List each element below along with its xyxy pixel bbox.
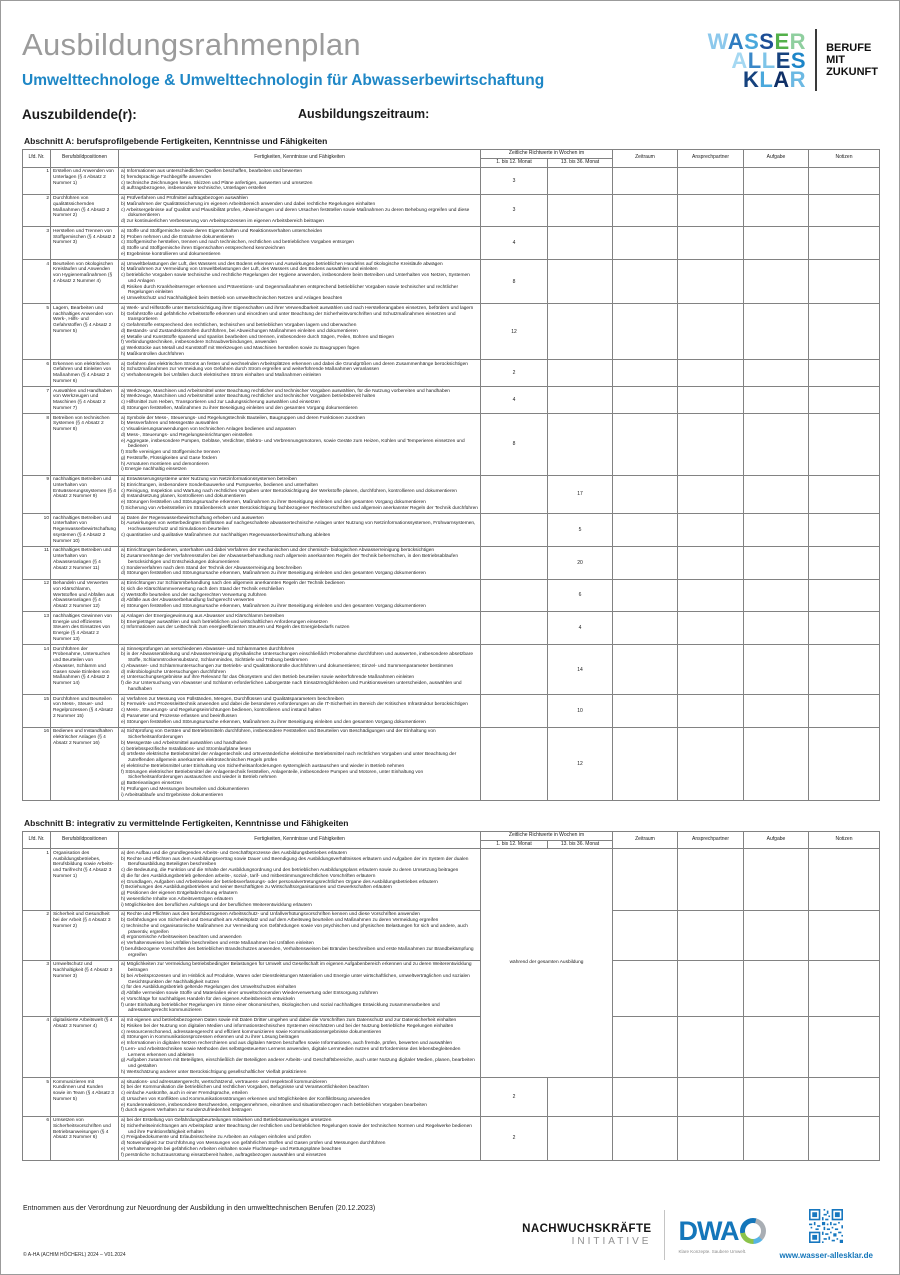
notizen-cell <box>809 1116 880 1160</box>
weeks-cell-13-36: 10 <box>548 695 613 728</box>
row-number: 3 <box>23 960 51 1016</box>
aufgabe-cell <box>744 910 809 960</box>
notizen-cell <box>809 360 880 387</box>
notizen-cell <box>809 167 880 194</box>
weeks-cell-1-12: 8 <box>481 414 548 476</box>
table-row <box>23 360 880 387</box>
weeks-cell-1-12 <box>481 612 548 645</box>
table-row <box>23 167 880 194</box>
notizen-cell <box>809 227 880 260</box>
aufgabe-cell <box>744 167 809 194</box>
weeks-cell-1-12: 8 <box>481 260 548 304</box>
skills-cell: a) Rechte und Pflichten aus den berufsbezogenen Arbeitsschutz- und Unfallverhütungsvorschriften kennen und diese Vorschriften anwenden b) Gefährdungen von Sicherheit und Gesundheit am Arbeitsplatz und auf dem Arbeitsweg beurteilen und Maßnahmen zu deren Vermeidung ergreifen c) technische und organisatorische Maßnahmen zur Vermeidung von Gefährdungen sowie von psychischen und physischen Belastungen für sich und andere, auch präventiv, ergreifen d) ergonomische Arbeitsweisen beachten und anwenden e) Verhaltensweisen bei Unfällen beschreiben und erste Maßnahmen bei Unfällen einleiten f) berufsbezogene Vorschriften des betrieblichen Brandschutzes anwenden, Verhaltensweisen bei Bränden beschreiben und erste Maßnahmen zur Brandbekämpfung ergreifen <box>119 910 481 960</box>
ansprechpartner-cell <box>678 167 744 194</box>
ansprechpartner-cell <box>678 304 744 360</box>
position-cell: Durchführen und Beurteilen von Mess-, Steuer- und Regelprozessen (§ 4 Absatz 2 Nummer 15) <box>51 695 119 728</box>
section-a-body <box>23 167 880 800</box>
weeks-cell-13-36: 4 <box>548 612 613 645</box>
skills-cell: a) Verfahren zur Messung von Füllständen, Mengen, Durchflüssen und Qualitätsparametern beschreiben b) Fernwirk- und Prozessleittechnik anwenden und dabei die besonderen Anforderungen an die IT-Sicherheit im Bereich der Kritischen Infrastruktur berücksichtigen c) Mess-, Steuerungs- und Regelungseinrichtungen bedienen, kontrollieren und instand halten d) Parameter und Prozesse erfassen und beeinflussen e) Störungen feststellen und Störungsursache erkennen, Maßnahmen zu ihrer Beseitigung einleiten und den gesamten Vorgang dokumentieren <box>119 695 481 728</box>
skills-cell: a) Prüfverfahren und Prüfmittel auftragsbezogen auswählen b) Maßnahmen der Qualitätssicherung im eigenen Arbeitsbereich anwenden und dabei rechtliche Regelungen einhalten c) Arbeitsergebnisse auf Qualität und Plausibilität prüfen, Abweichungen und deren Ursachen feststellen sowie Maßnahmen zu deren Behebung ergreifen und diese dokumentieren d) zur kontinuierlichen Verbesserung von Arbeitsprozessen im eigenen Arbeitsbereich beitragen <box>119 194 481 227</box>
weeks-cell-13-36: 12 <box>548 727 613 800</box>
notizen-cell <box>809 727 880 800</box>
ansprechpartner-cell <box>678 514 744 547</box>
zeitraum-cell <box>613 1116 678 1160</box>
weeks-cell-13-36 <box>548 387 613 414</box>
row-number: 7 <box>23 387 51 414</box>
table-row <box>23 695 880 728</box>
dwa-wordmark: DWA <box>678 1215 739 1246</box>
notizen-cell <box>809 546 880 579</box>
col-header-richtwerte: Zeitliche Richtwerte in Wochen im <box>481 150 613 159</box>
weeks-cell-13-36 <box>548 304 613 360</box>
weeks-cell-13-36 <box>548 1116 613 1160</box>
notizen-cell <box>809 1016 880 1078</box>
weeks-cell-13-36: 14 <box>548 645 613 695</box>
table-row <box>23 194 880 227</box>
position-cell: Kommunizieren mit Kundinnen und Kunden sowie im Team (§ 4 Absatz 3 Nummer 5) <box>51 1078 119 1117</box>
skills-cell: a) Werkzeuge, Maschinen und Arbeitsmittel unter Beachtung rechtlicher und technischer Vorgaben auswählen, für die Nutzung vorbereiten und handhaben b) Werkzeuge, Maschinen und Arbeitsmittel unter Beachtung rechtlicher und technischer Vorgaben betriebsbereit halten c) Hilfsmittel zum Heben, Transportieren und zur Ladungssicherung auswählen und einsetzen d) Störungen feststellen, Maßnahmen zu ihrer Beseitigung einleiten und den gesamten Vorgang dokumentieren <box>119 387 481 414</box>
form-fields-row <box>22 107 878 122</box>
aufgabe-cell <box>744 645 809 695</box>
section-a-title: Abschnitt A: berufsprofilgebende Fertigkeiten, Kenntnisse und Fähigkeiten <box>24 136 328 146</box>
skills-cell: a) Möglichkeiten zur Vermeidung betriebsbedingter Belastungen für Umwelt und Gesellschaft im eigenen Aufgabenbereich erkennen und zu deren Weiterentwicklung beitragen b) bei Arbeitsprozessen und im Hinblick auf Produkte, Waren oder Dienstleistungen Materialien und Energie unter wirtschaftlichen, umweltverträglichen und sozialen Gesichtspunkten der Nachhaltigkeit nutzen c) für den Ausbildungsbetrieb geltende Regelungen des Umweltschutzes einhalten d) Abfälle vermeiden sowie Stoffe und Materialien einer umweltschonenden Wiederverwertung oder Entsorgung zuführen e) Vorschläge für nachhaltiges Handeln für den eigenen Arbeitsbereich entwickeln f) unter Einhaltung betrieblicher Regelungen im Sinne einer ökonomischen, ökologischen und sozial nachhaltigen Entwicklung zusammenarbeiten und adressatengerecht kommunizieren <box>119 960 481 1016</box>
col-header-position: Berufsbildpositionen <box>51 831 119 849</box>
ansprechpartner-cell <box>678 579 744 612</box>
row-number: 11 <box>23 546 51 579</box>
col-header-lfd: Lfd. Nr. <box>23 831 51 849</box>
notizen-cell <box>809 414 880 476</box>
aufgabe-cell <box>744 260 809 304</box>
table-row <box>23 387 880 414</box>
row-number: 4 <box>23 260 51 304</box>
col-header-richtwerte: Zeitliche Richtwerte in Wochen im <box>481 831 613 840</box>
col-header-aufgabe: Aufgabe <box>744 831 809 849</box>
weeks-cell-1-12 <box>481 579 548 612</box>
skills-cell: a) Entwässerungssysteme unter Nutzung von Netzinformationssystemen betreiben b) Einrichtungen, insbesondere Sonderbauwerke und Pumpwerke, bedienen und unterhalten c) Reinigung, Inspektion und Wartung nach rechtlichen Vorgaben unter Berücksichtigung der Werkstoffe planen, durchführen, kontrollieren und dokumentieren d) Instandsetzung planen, kontrollieren und dokumentieren e) Störungen feststellen und Störungsursache erkennen, Maßnahmen zu ihrer Beseitigung einleiten und den gesamten Vorgang dokumentieren f) Sicherung von Arbeitsstellen im Straßenbereich unter Berücksichtigung fachbezogener Rechtsvorschriften und allgemein anerkannter Regeln der Technik durchführen <box>119 475 481 514</box>
weeks-cell-13-36: 20 <box>548 546 613 579</box>
weeks-cell-1-12: 12 <box>481 304 548 360</box>
row-number: 2 <box>23 910 51 960</box>
notizen-cell <box>809 612 880 645</box>
col-header-monat-1-12: 1. bis 12. Monat <box>481 840 548 849</box>
table-row <box>23 1116 880 1160</box>
header-titles <box>22 27 544 90</box>
ansprechpartner-cell <box>678 1016 744 1078</box>
notizen-cell <box>809 194 880 227</box>
skills-cell: a) Sichtprüfung von Geräten und Betriebsmitteln durchführen, insbesondere Feststellen und Beurteilen von Beschädigungen und der Einhaltung von Sicherheitsanforderungen b) Messgeräte und Arbeitsmittel auswählen und handhaben c) betriebsspezifische Installations- und Stromlaufpläne lesen d) ortsfeste elektrische Betriebsmittel der Anlagentechnik und ortsveränderliche elektrische Betriebsmittel nach rechtlichen Vorgaben und unter Beachtung der zutreffenden allgemein anerkannten elektrotechnischen Regeln prüfen e) elektrische Betriebsmittel unter Einhaltung von Sicherheitsanforderungen systemgleich austauschen und wieder in Betrieb nehmen f) Störungen elektrischer Betriebsmittel der Anlagentechnik feststellen, Anlagenteile, insbesondere Pumpen und Motoren, unter Einhaltung von Sicherheitsanforderungen austauschen und wieder in Betrieb nehmen g) Batterieanlagen einsetzen h) Prüfungen und Messungen beurteilen und dokumentieren i) Arbeitsabläufe und Ergebnisse dokumentieren <box>119 727 481 800</box>
table-row <box>23 645 880 695</box>
aufgabe-cell <box>744 695 809 728</box>
notizen-cell <box>809 260 880 304</box>
row-number: 6 <box>23 360 51 387</box>
page-subtitle: Umwelttechnologe & Umwelttechnologin für Abwasserbewirtschaftung <box>22 72 545 89</box>
zeitraum-cell <box>613 1016 678 1078</box>
row-number: 1 <box>23 849 51 911</box>
table-row <box>23 414 880 476</box>
row-number: 6 <box>23 1116 51 1160</box>
aufgabe-cell <box>744 475 809 514</box>
table-row <box>23 612 880 645</box>
qr-code-icon <box>809 1209 843 1243</box>
ansprechpartner-cell <box>678 645 744 695</box>
notizen-cell <box>809 579 880 612</box>
position-cell: Umsetzen von Sicherheitsvorschriften und Betriebsanweisungen (§ 4 Absatz 3 Nummer 6) <box>51 1116 119 1160</box>
position-cell: Auswählen und Handhaben von Werkzeugen und Maschinen (§ 4 Absatz 2 Nummer 7) <box>51 387 119 414</box>
col-header-monat-1-12: 1. bis 12. Monat <box>481 158 548 167</box>
row-number: 5 <box>23 1078 51 1117</box>
notizen-cell <box>809 475 880 514</box>
position-cell: nachhaltiges Betreiben und Unterhalten von Entwässerungssystemen (§ 4 Absatz 2 Nummer 9) <box>51 475 119 514</box>
skills-cell: a) Sinnesprüfungen an verschiedenen Abwasser- und Schlammarten durchführen b) in der Abwasserableitung und Abwasserreinigung physikalische Untersuchungen einschließlich Probenahme durchführen und auswerten, insbesondere absetzbare Stoffe, Schlammtrockensubstanz, Schlammindex, Sichttiefe und Trübung bestimmen c) Abwasser- und Schlammuntersuchungen zur Betriebs- und Qualitätskontrolle durchführen und dokumentieren; Einzel- und Summenparameter bestimmen d) mikrobiologische Untersuchungen durchführen e) Untersuchungsergebnisse auf ihre Relevanz für das Ökosystem und den Betrieb beurteilen sowie weiterführende Maßnahmen einleiten f) die zur Untersuchung von Abwasser und Schlamm erforderlichen Laborgeräte nach Einsatzmöglichkeiten und Funktionsweisen unterscheiden, auswählen und handhaben <box>119 645 481 695</box>
zeitraum-cell <box>613 546 678 579</box>
website-link[interactable]: www.wasser-allesklar.de <box>779 1251 873 1260</box>
ansprechpartner-cell <box>678 910 744 960</box>
zeitraum-cell <box>613 1078 678 1117</box>
zeitraum-cell <box>613 387 678 414</box>
table-row <box>23 579 880 612</box>
aufgabe-cell <box>744 414 809 476</box>
col-header-notizen: Notizen <box>809 150 880 168</box>
aufgabe-cell <box>744 849 809 911</box>
table-row <box>23 1078 880 1117</box>
zeitraum-cell <box>613 227 678 260</box>
aufgabe-cell <box>744 960 809 1016</box>
ansprechpartner-cell <box>678 612 744 645</box>
copyright-note: © A-HA (ACHIM HÖCHERL) 2024 – V01.2024 <box>23 1252 126 1258</box>
ansprechpartner-cell <box>678 194 744 227</box>
notizen-cell <box>809 304 880 360</box>
ansprechpartner-cell <box>678 260 744 304</box>
table-row <box>23 727 880 800</box>
nachwuchskraefte-text: NACHWUCHSKRÄFTE <box>522 1222 652 1235</box>
initiative-text: INITIATIVE <box>571 1235 652 1247</box>
wasser-alles-klar-wordmark: WASSER ALLES KLAR <box>707 28 807 92</box>
skills-cell: a) mit eigenen und betriebsbezogenen Daten sowie mit Daten Dritter umgehen und dabei die Vorschriften zum Datenschutz und zur Datensicherheit einhalten b) Risiken bei der Nutzung von digitalen Medien und informationstechnischen Systemen einschätzen und bei der Nutzung betriebliche Regelungen einhalten c) ressourcenschonend, adressatengerecht und effizient kommunizieren sowie Kommunikationsergebnisse dokumentieren d) Störungen in Kommunikationsprozessen erkennen und zu ihrer Lösung beitragen e) Informationen in digitalen Netzen recherchieren und aus digitalen Netzen beschaffen sowie Informationen, auch fremde, prüfen, bewerten und auswählen f) Lern- und Arbeitstechniken sowie Methoden des selbstgesteuerten Lernens anwenden, digitale Lernmedien nutzen und Erfordernisse des lebensbegleitenden Lernens erkennen und ableiten g) Aufgaben zusammen mit Beteiligten, einschließlich der Beteiligten anderer Arbeits- und Geschäftsbereiche, auch unter Nutzung digitaler Medien, planen, bearbeiten und gestalten h) Wertschätzung anderer unter Berücksichtigung gesellschaftlicher Vielfalt praktizieren <box>119 1016 481 1078</box>
ansprechpartner-cell <box>678 1116 744 1160</box>
col-header-skills: Fertigkeiten, Kenntnisse und Fähigkeiten <box>119 831 481 849</box>
notizen-cell <box>809 387 880 414</box>
dwa-circle-icon <box>740 1218 766 1244</box>
table-row <box>23 304 880 360</box>
notizen-cell <box>809 514 880 547</box>
weeks-cell-1-12 <box>481 645 548 695</box>
weeks-cell-13-36: 5 <box>548 514 613 547</box>
weeks-cell-13-36 <box>548 360 613 387</box>
ansprechpartner-cell <box>678 695 744 728</box>
zeitraum-cell <box>613 612 678 645</box>
berufe-mit-zukunft-tagline: BERUFE MIT ZUKUNFT <box>826 42 878 78</box>
aufgabe-cell <box>744 579 809 612</box>
skills-cell: a) Stoffe und Stoffgemische sowie deren Eigenschaften und Reaktionsverhalten unterscheiden b) Proben nehmen und die Entnahme dokumentieren c) Stoffgemische herstellen, trennen und nach technischen, rechtlichen und betrieblichen Vorgaben entsorgen d) Stoffe und Stoffgemische ihren Eigenschaften entsprechend kennzeichnen e) Ergebnisse kontrollieren und dokumentieren <box>119 227 481 260</box>
zeitraum-cell <box>613 514 678 547</box>
aufgabe-cell <box>744 227 809 260</box>
section-b-title: Abschnitt B: integrativ zu vermittelnde Fertigkeiten, Kenntnisse und Fähigkeiten <box>24 817 349 828</box>
table-row <box>23 514 880 547</box>
row-number: 10 <box>23 514 51 547</box>
zeitraum-cell <box>613 645 678 695</box>
zeitraum-cell <box>613 194 678 227</box>
zeitraum-cell <box>613 910 678 960</box>
row-number: 9 <box>23 475 51 514</box>
ansprechpartner-cell <box>678 387 744 414</box>
notizen-cell <box>809 910 880 960</box>
dwa-tagline: Klare Konzepte. Saubere Umwelt. <box>678 1248 747 1254</box>
col-header-zeitraum: Zeitraum <box>613 150 678 168</box>
weeks-cell-1-12: 4 <box>481 387 548 414</box>
aufgabe-cell <box>744 514 809 547</box>
table-header <box>23 831 880 849</box>
weeks-cell-13-36 <box>548 167 613 194</box>
notizen-cell <box>809 645 880 695</box>
logo-divider <box>815 29 817 91</box>
skills-cell: a) situations- und adressatengerecht, wertschätzend, vertrauens- und respektvoll kommunizieren b) bei der Kommunikation die betrieblichen und rechtlichen Vorgaben, Befugnisse und Verantwortlichkeiten beachten c) einfache Auskünfte, auch in einer Fremdsprache, erteilen d) Ursachen von Konflikten und Kommunikationsstörungen erkennen und Möglichkeiten der Konfliktlösung anwenden e) Kundenreaktionen, insbesondere Beschwerden, entgegennehmen, einordnen und situationsbezogen nach betrieblichen Vorgaben bearbeiten f) durch eigenes Verhalten zur Kundenzufriedenheit beitragen <box>119 1078 481 1117</box>
weeks-cell-1-12 <box>481 695 548 728</box>
position-cell: Sicherheit und Gesundheit bei der Arbeit (§ 4 Absatz 3 Nummer 2) <box>51 910 119 960</box>
weeks-cell-13-36 <box>548 194 613 227</box>
footer-divider <box>664 1210 665 1260</box>
table-header <box>23 150 880 168</box>
table-row <box>23 546 880 579</box>
skills-cell: a) Symbole der Mess-, Steuerungs- und Regelungstechnik Bauteilen, Baugruppen und deren Funktionen zuordnen b) Messverfahren und Messgeräte auswählen c) Visualisierungsanwendungen von technischen Anlagen bedienen und anpassen d) Mess-, Steuerungs- und Regelungseinrichtungen einstellen e) Aggregate, insbesondere Pumpen, Gebläse, Verdichter, Elektro- und Verbrennungsmotoren, sowie Geräte zum Heizen, Kühlen und Temperieren einsetzen und bedienen f) Stoffe vereinigen und Stoffgemische trennen g) Feststoffe, Flüssigkeiten und Gase fördern h) Armaturen montieren und demontieren i) Energie nachhaltig einsetzen <box>119 414 481 476</box>
skills-cell: a) Anlagen der Energiegewinnung aus Abwasser und Klärschlamm betreiben b) Energieträger auswählen und nach betrieblichen und wirtschaftlichen Anforderungen einsetzen c) Informationen aus der Leittechnik zum energieeffizienten Steuern und Regeln des Energiebedarfs nutzen <box>119 612 481 645</box>
row-number: 2 <box>23 194 51 227</box>
skills-cell: a) Gefahren des elektrischen Stroms an festen und wechselnden Arbeitsplätzen erkennen und dabei die Grundgrößen und deren Zusammenhänge berücksichtigen b) Schutzmaßnahmen zur Vermeidung von Gefahren durch Strom ergreifen und weiterführende Maßnahmen veranlassen c) Verhaltensregeln bei Unfällen durch elektrischen Strom einhalten und Maßnahmen einleiten <box>119 360 481 387</box>
zeitraum-cell <box>613 260 678 304</box>
table-row <box>23 910 880 960</box>
weeks-cell-1-12 <box>481 475 548 514</box>
ansprechpartner-cell <box>678 849 744 911</box>
weeks-cell-1-12 <box>481 546 548 579</box>
skills-cell: a) Einrichtungen bedienen, unterhalten und dabei Verfahren der mechanischen und der chemisch- biologischen Abwasserreinigung berücksichtigen b) Zusammenhänge der Verfahrensstufen bei der Abwasserbehandlung nach allgemein anerkannten Regeln der Technik beherrschen, in den Betriebsabläufen berücksichtigen und Entscheidungen dokumentieren c) Sonderverfahren nach dem Stand der Technik der Abwasserreinigung beschreiben d) Störungen feststellen und Störungsursache erkennen, Maßnahmen zu ihrer Beseitigung einleiten und den gesamten Vorgang dokumentieren <box>119 546 481 579</box>
aufgabe-cell <box>744 194 809 227</box>
position-cell: Beurteilen von ökologischen Kreisläufen und Anwenden von Hygienemaßnahmen (§ 4 Absatz 2 Nummer 4) <box>51 260 119 304</box>
position-cell: Organisation des Ausbildungsbetriebes, Berufsbildung sowie Arbeits- und Tarifrecht (§ 4 Absatz 3 Nummer 1) <box>51 849 119 911</box>
source-note: Entnommen aus der Verordnung zur Neuordnung der Ausbildung in den umwelttechnischen Berufen (20.12.2023) <box>23 1205 376 1212</box>
position-cell: nachhaltiges Gewinnen von Energie und effizientes Steuern des Einsatzes von Energie (§ 4 Absatz 2 Nummer 13) <box>51 612 119 645</box>
weeks-cell-13-36 <box>548 414 613 476</box>
row-number: 15 <box>23 695 51 728</box>
zeitraum-cell <box>613 960 678 1016</box>
weeks-cell-1-12 <box>481 727 548 800</box>
zeitraum-cell <box>613 360 678 387</box>
notizen-cell <box>809 695 880 728</box>
weeks-cell-13-36 <box>548 260 613 304</box>
aufgabe-cell <box>744 304 809 360</box>
duration-note-cell: während der gesamten Ausbildung <box>481 849 613 1078</box>
aufgabe-cell <box>744 1078 809 1117</box>
trainee-name-label: Auszubildende(r): <box>22 107 137 122</box>
skills-cell: a) Informationen aus unterschiedlichen Quellen beschaffen, bearbeiten und bewerten b) fremdsprachige Fachbegriffe anwenden c) technische Zeichnungen lesen, Skizzen und Pläne anfertigen, auswerten und umsetzen d) auftragsbezogene, insbesondere technische, Unterlagen erstellen <box>119 167 481 194</box>
table-row <box>23 849 880 911</box>
weeks-cell-13-36: 6 <box>548 579 613 612</box>
row-number: 4 <box>23 1016 51 1078</box>
notizen-cell <box>809 960 880 1016</box>
position-cell: Durchführen der Probenahme, Untersuchen und Beurteilen von Abwasser, Schlamm und Gasen sowie Einleiten von Maßnahmen (§ 4 Absatz 2 Nummer 14) <box>51 645 119 695</box>
position-cell: Herstellen und Trennen von Stoffgemischen (§ 4 Absatz 2 Nummer 3) <box>51 227 119 260</box>
row-number: 3 <box>23 227 51 260</box>
zeitraum-cell <box>613 414 678 476</box>
col-header-ansprechpartner: Ansprechpartner <box>678 150 744 168</box>
col-header-zeitraum: Zeitraum <box>613 831 678 849</box>
weeks-cell-1-12 <box>481 514 548 547</box>
aufgabe-cell <box>744 546 809 579</box>
zeitraum-cell <box>613 304 678 360</box>
section-b-table <box>22 831 880 1161</box>
weeks-cell-1-12: 3 <box>481 194 548 227</box>
page-title: Ausbildungsrahmenplan <box>22 27 361 62</box>
zeitraum-cell <box>613 167 678 194</box>
skills-cell: a) Werk- und Hilfsstoffe unter Berücksichtigung ihrer Eigenschaften und ihrer Verwendbarkeit auswählen und nach Herstellerangaben einsetzen, befördern und lagern b) Gefahrstoffe und gefährliche Arbeitsstoffe erkennen und einordnen und unter Beachtung der Sicherheitsvorschriften und Schutzmaßnahmen einsetzen und transportieren c) Gefahrstoffe entsprechend den rechtlichen, technischen und betrieblichen Vorgaben lagern und überwachen d) Bestands- und Zustandskontrollen durchführen, bei Abweichungen Maßnahmen einleiten und dokumentieren e) Metalle und Kunststoffe spanend und spanlos bearbeiten und trennen, insbesondere durch Sägen, Feilen, Bohren und Biegen f) Verbindungstechniken, insbesondere Schraubverbindungen, anwenden g) Werkstücke aus Metall und Kunststoff mit Werkzeugen und Maschinen herstellen sowie zu Baugruppen fügen h) Maßkontrollen durchführen <box>119 304 481 360</box>
weeks-cell-13-36: 17 <box>548 475 613 514</box>
position-cell: Betreiben von technischen Systemen (§ 4 Absatz 2 Nummer 8) <box>51 414 119 476</box>
position-cell: Lagern, Bearbeiten und nachhaltiges Anwenden von Werk-, Hilfs- und Gefahrstoffen (§ 4 Absatz 2 Nummer 5) <box>51 304 119 360</box>
wasserallesklar-logo <box>708 29 878 91</box>
weeks-cell-1-12: 4 <box>481 227 548 260</box>
row-number: 16 <box>23 727 51 800</box>
col-header-lfd: Lfd. Nr. <box>23 150 51 168</box>
notizen-cell <box>809 849 880 911</box>
ansprechpartner-cell <box>678 414 744 476</box>
weeks-cell-1-12: 2 <box>481 360 548 387</box>
weeks-cell-1-12: 2 <box>481 1078 548 1117</box>
weeks-cell-13-36 <box>548 227 613 260</box>
section-a-table <box>22 149 880 801</box>
row-number: 14 <box>23 645 51 695</box>
zeitraum-cell <box>613 695 678 728</box>
zeitraum-cell <box>613 849 678 911</box>
row-number: 8 <box>23 414 51 476</box>
col-header-monat-13-36: 13. bis 36. Monat <box>548 840 613 849</box>
header <box>22 27 878 91</box>
dwa-logo <box>678 1216 766 1254</box>
aufgabe-cell <box>744 727 809 800</box>
aufgabe-cell <box>744 360 809 387</box>
position-cell: Umweltschutz und Nachhaltigkeit (§ 4 Absatz 3 Nummer 3) <box>51 960 119 1016</box>
ansprechpartner-cell <box>678 475 744 514</box>
notizen-cell <box>809 1078 880 1117</box>
training-period-label: Ausbildungszeitraum: <box>298 107 430 121</box>
col-header-skills: Fertigkeiten, Kenntnisse und Fähigkeiten <box>119 150 481 168</box>
footer-logos <box>522 1209 873 1260</box>
col-header-monat-13-36: 13. bis 36. Monat <box>548 158 613 167</box>
skills-cell: a) bei der Erstellung von Gefährdungsbeurteilungen mitwirken und Betriebsanweisungen umsetzen b) Sicherheitseinrichtungen am Arbeitsplatz unter Beachtung der rechtlichen und betrieblichen Regelungen sowie der technischen Normen und Regelwerke bedienen und ihre Funktionsfähigkeit erhalten c) Freigabedokumente und Erlaubnisscheine zu Arbeiten an Anlagen einholen und prüfen d) Notwendigkeit zur Durchführung von Messungen von gefährlichen Stoffen und Gasen prüfen und Messungen durchführen e) Verhaltensregeln bei gefährlichen Arbeiten einhalten sowie Fluchtwege- und Rettungspläne beachten f) persönliche Schutzausrüstung einsatzbereit halten, auftragsbezogen auswählen und einsetzen <box>119 1116 481 1160</box>
col-header-aufgabe: Aufgabe <box>744 150 809 168</box>
skills-cell: a) Daten der Regenwasserbewirtschaftung erheben und auswerten b) Auswirkungen von wetterbedingten Einflüssen auf nachgeschaltete abwassertechnische Anlagen unter Nutzung von Netzinformationssystemen, Frühwarnsystemen, Hochwasserschutz und Simulationen beurteilen c) quantitative und qualitative Maßnahmen zur nachhaltigen Regenwasserbewirtschaftung ableiten <box>119 514 481 547</box>
zeitraum-cell <box>613 579 678 612</box>
col-header-position: Berufsbildpositionen <box>51 150 119 168</box>
zeitraum-cell <box>613 475 678 514</box>
weeks-cell-1-12: 2 <box>481 1116 548 1160</box>
weeks-cell-1-12: 3 <box>481 167 548 194</box>
row-number: 5 <box>23 304 51 360</box>
position-cell: Behandeln und Verwerten von Klärschlamm, Wertstoffen und Abfällen aus Abwasseranlagen (§ 4 Absatz 2 Nummer 12) <box>51 579 119 612</box>
row-number: 13 <box>23 612 51 645</box>
position-cell: Erkennen von elektrischen Gefahren und Einleiten von Maßnahmen (§ 4 Absatz 2 Nummer 6) <box>51 360 119 387</box>
table-row <box>23 475 880 514</box>
ansprechpartner-cell <box>678 727 744 800</box>
row-number: 1 <box>23 167 51 194</box>
position-cell: nachhaltiges Betreiben und Unterhalten von Regenwasserbewirtschaftungssystemen (§ 4 Absatz 2 Nummer 10) <box>51 514 119 547</box>
nachwuchskraefte-initiative-logo <box>522 1223 651 1247</box>
ansprechpartner-cell <box>678 227 744 260</box>
row-number: 12 <box>23 579 51 612</box>
website-block <box>779 1209 873 1260</box>
position-cell: digitalisierte Arbeitswelt (§ 4 Absatz 3 Nummer 4) <box>51 1016 119 1078</box>
position-cell: Bedienen und Instandhalten elektrischer Anlagen (§ 4 Absatz 2 Nummer 16) <box>51 727 119 800</box>
aufgabe-cell <box>744 1016 809 1078</box>
position-cell: Erstellen und Anwenden von Unterlagen (§ 4 Absatz 2 Nummer 1) <box>51 167 119 194</box>
weeks-cell-13-36 <box>548 1078 613 1117</box>
aufgabe-cell <box>744 612 809 645</box>
table-row <box>23 1016 880 1078</box>
aufgabe-cell <box>744 1116 809 1160</box>
ansprechpartner-cell <box>678 960 744 1016</box>
skills-cell: a) Umweltbelastungen der Luft, des Wassers und des Bodens erkennen und Auswirkungen betrieblichen Handelns auf ökologische Kreisläufe abwägen b) Maßnahmen zur Vermeidung von Umweltbelastungen der Luft, des Wassers und des Bodens auswählen und einleiten c) betriebliche Vorgaben sowie technische und rechtliche Regelungen der Hygiene anwenden, insbesondere beim Betreiben und Unterhalten von Netzen, Systemen und Anlagen d) Risiken durch Krankheitserreger erkennen und Präventions- und Gegenmaßnahmen entsprechend betrieblicher Vorgaben sowie technischer und rechtlicher Regelungen einleiten e) Umweltschutz und Nachhaltigkeit beim Betrieb von umwelttechnischen Netzen und Anlagen beachten <box>119 260 481 304</box>
position-cell: Durchführen von qualitätssichernden Maßnahmen (§ 4 Absatz 2 Nummer 2) <box>51 194 119 227</box>
section-b-body <box>23 849 880 1161</box>
skills-cell: a) Einrichtungen zur Schlammbehandlung nach den allgemein anerkannten Regeln der Technik bedienen b) sich die Klärschlammverwertung nach dem Stand der Technik erschließen c) Wertstoffe beurteilen und der sachgerechten Verwertung zuführen d) Abfälle aus der Abwasserbehandlung fachgerecht verwerten e) Störungen feststellen und Störungsursache erkennen, Maßnahmen zu ihrer Beseitigung einleiten und den gesamten Vorgang dokumentieren <box>119 579 481 612</box>
zeitraum-cell <box>613 727 678 800</box>
skills-cell: a) den Aufbau und die grundlegenden Arbeits- und Geschäftsprozesse des Ausbildungsbetriebes erläutern b) Rechte und Pflichten aus dem Ausbildungsvertrag sowie Dauer und Beendigung des Ausbildungsverhältnisses erläutern und Aufgaben der im System der dualen Berufsausbildung Beteiligten beschreiben c) die Bedeutung, die Funktion und die Inhalte der Ausbildungsordnung und des betrieblichen Ausbildungsplans erläutern sowie zu deren Umsetzung beitragen d) die für den Ausbildungsbetrieb geltenden arbeits-, sozial-, tarif- und mitbestimmungsrechtlichen Vorschriften erläutern e) Grundlagen, Aufgaben und Arbeitsweise der betriebsverfassungs- oder personalvertretungsrechtlichen Organe des Ausbildungsbetriebes erläutern f) Beziehungen des Ausbildungsbetriebes und seiner Beschäftigten zu Wirtschaftsorganisationen und Gewerkschaften erläutern g) Positionen der eigenen Entgeltabrechnung erläutern h) wesentliche Inhalte von Arbeitsverträgen erläutern i) Möglichkeiten des beruflichen Aufstiegs und der beruflichen Weiterentwicklung erläutern <box>119 849 481 911</box>
ansprechpartner-cell <box>678 546 744 579</box>
ansprechpartner-cell <box>678 360 744 387</box>
table-row <box>23 227 880 260</box>
col-header-notizen: Notizen <box>809 831 880 849</box>
table-row <box>23 260 880 304</box>
col-header-ansprechpartner: Ansprechpartner <box>678 831 744 849</box>
ansprechpartner-cell <box>678 1078 744 1117</box>
position-cell: nachhaltiges Betreiben und Unterhalten von Abwasseranlagen (§ 4 Absatz 2 Nummer 11) <box>51 546 119 579</box>
aufgabe-cell <box>744 387 809 414</box>
table-row <box>23 960 880 1016</box>
